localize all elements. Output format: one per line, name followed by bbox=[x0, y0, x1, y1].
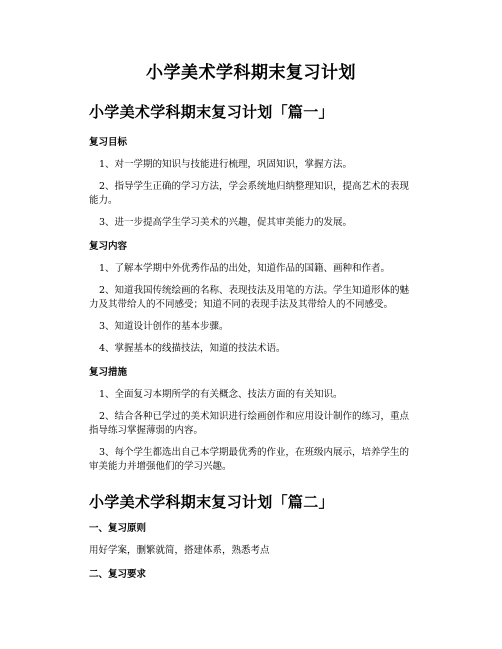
section-title: 小学美术学科期末复习计划「篇二」 bbox=[89, 493, 334, 511]
paragraph: 3、每个学生都选出自己本学期最优秀的作业，在班级内展示，培养学生的审美能力并增强他们的学习兴趣。 bbox=[89, 447, 410, 472]
section-title: 小学美术学科期末复习计划「篇一」 bbox=[89, 103, 334, 121]
sub-heading-review-goals: 复习目标 bbox=[89, 137, 128, 148]
paragraph: 用好学案，删繁就简，搭建体系，熟悉考点 bbox=[89, 545, 270, 556]
paragraph: 1、了解本学期中外优秀作品的出处，知道作品的国籍、画种和作者。 bbox=[99, 263, 391, 274]
sub-heading-review-requirements: 二、复习要求 bbox=[89, 569, 147, 580]
section-2 bbox=[89, 492, 413, 582]
sub-heading-review-content: 复习内容 bbox=[89, 241, 128, 252]
sub-heading-review-measures: 复习措施 bbox=[89, 367, 128, 378]
paragraph: 1、全面复习本期所学的有关概念、技法方面的有关知识。 bbox=[99, 389, 343, 400]
paragraph: 2、指导学生正确的学习方法，学会系统地归纳整理知识，提高艺术的表现能力。 bbox=[89, 181, 410, 206]
paragraph: 2、知道我国传统绘画的名称、表现技法及用笔的方法。学生知道形体的魅力及其带给人的不同感受；知道不同的表现手法及其带给人的不同感受。 bbox=[89, 285, 410, 310]
sub-heading-review-principles: 一、复习原则 bbox=[89, 523, 147, 534]
paragraph: 3、知道设计创作的基本步骤。 bbox=[99, 321, 229, 332]
paragraph: 3、进一步提高学生学习美术的兴趣，促其审美能力的发展。 bbox=[99, 217, 353, 228]
paragraph: 1、对一学期的知识与技能进行梳理，巩固知识，掌握方法。 bbox=[99, 159, 353, 170]
paragraph: 4、掌握基本的线描技法，知道的技法术语。 bbox=[99, 343, 286, 354]
section-1 bbox=[89, 102, 413, 474]
paragraph: 2、结合各种已学过的美术知识进行绘画创作和应用设计制作的练习，重点指导练习掌握薄弱的内容。 bbox=[89, 411, 410, 436]
document-title: 小学美术学科期末复习计划 bbox=[146, 63, 356, 83]
